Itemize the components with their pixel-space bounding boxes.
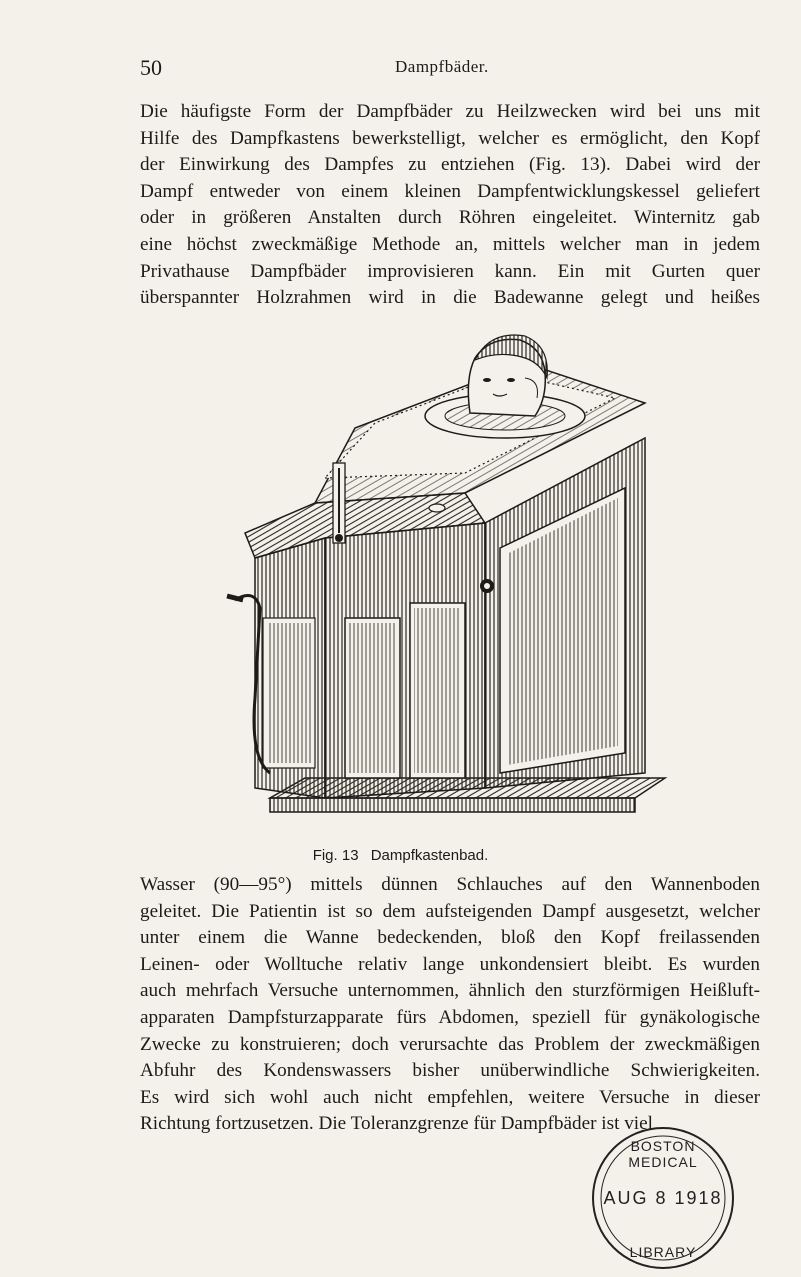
text-line: überspannter Holzrahmen wird in die Badewanne gelegt und heißes — [140, 287, 760, 309]
library-stamp — [588, 1124, 738, 1272]
page-header — [140, 55, 760, 85]
stamp-date: AUG 8 1918 — [603, 1188, 723, 1208]
text-line: unter einem die Wanne bedeckenden, bloß den Kopf freilassenden — [140, 927, 760, 949]
text-line: Leinen- oder Wolltuche relativ lange unkondensiert bleibt. Es wurden — [140, 953, 760, 975]
running-head: Dampfbäder. — [395, 57, 489, 76]
text-line: apparaten Dampfsturzapparate fürs Abdomen, speziell für gynäkologische — [140, 1006, 760, 1028]
text-line: Dampf entweder von einem kleinen Dampfentwicklungskessel geliefert — [140, 180, 760, 202]
text-line: Privathause Dampfbäder improvisieren kann. Ein mit Gurten quer — [140, 260, 760, 282]
paragraph-2 — [140, 872, 760, 1138]
page-number: 50 — [140, 55, 162, 80]
steam-cabinet-illustration — [225, 318, 675, 833]
text-line: Abfuhr des Kondenswassers bisher unüberwindliche Schwierigkeiten. — [140, 1060, 760, 1082]
text-line: Richtung fortzusetzen. Die Toleranzgrenze für Dampfbäder ist viel — [140, 1113, 653, 1135]
text-line: eine höchst zweckmäßige Methode an, mittels welcher man in jedem — [140, 233, 760, 255]
text-line: Die häufigste Form der Dampfbäder zu Heilzwecken wird bei uns mit — [140, 101, 760, 122]
text-line: oder in größeren Anstalten durch Röhren eingeleitet. Winternitz gab — [140, 207, 760, 229]
text-line: geleitet. Die Patientin ist so dem aufsteigenden Dampf ausgesetzt, welcher — [140, 900, 760, 922]
stamp-top-text: BOSTON MEDICAL — [628, 1138, 698, 1170]
paragraph-1 — [140, 99, 760, 312]
text-line: Hilfe des Dampfkastens bewerkstelligt, welcher es ermöglicht, den Kopf — [140, 127, 760, 149]
text-line: der Einwirkung des Dampfes zu entziehen (Fig. 13). Dabei wird der — [140, 154, 760, 176]
text-line: auch mehrfach Versuche unternommen, ähnlich den sturzförmigen Heißluft- — [140, 980, 760, 1002]
text-line: Zwecke zu konstruieren; doch verursachte das Problem der zweckmäßigen — [140, 1033, 760, 1055]
text-line: Wasser (90—95°) mittels dünnen Schlauches auf den Wannenboden — [140, 874, 760, 895]
figure-title: Dampfkastenbad. — [370, 847, 489, 864]
text-line: Es wird sich wohl auch nicht empfehlen, weitere Versuche in dieser — [140, 1086, 760, 1108]
stamp-bottom-text: LIBRARY — [629, 1244, 697, 1260]
figure-label: Fig. 13 — [312, 847, 359, 864]
figure-caption — [0, 847, 801, 864]
